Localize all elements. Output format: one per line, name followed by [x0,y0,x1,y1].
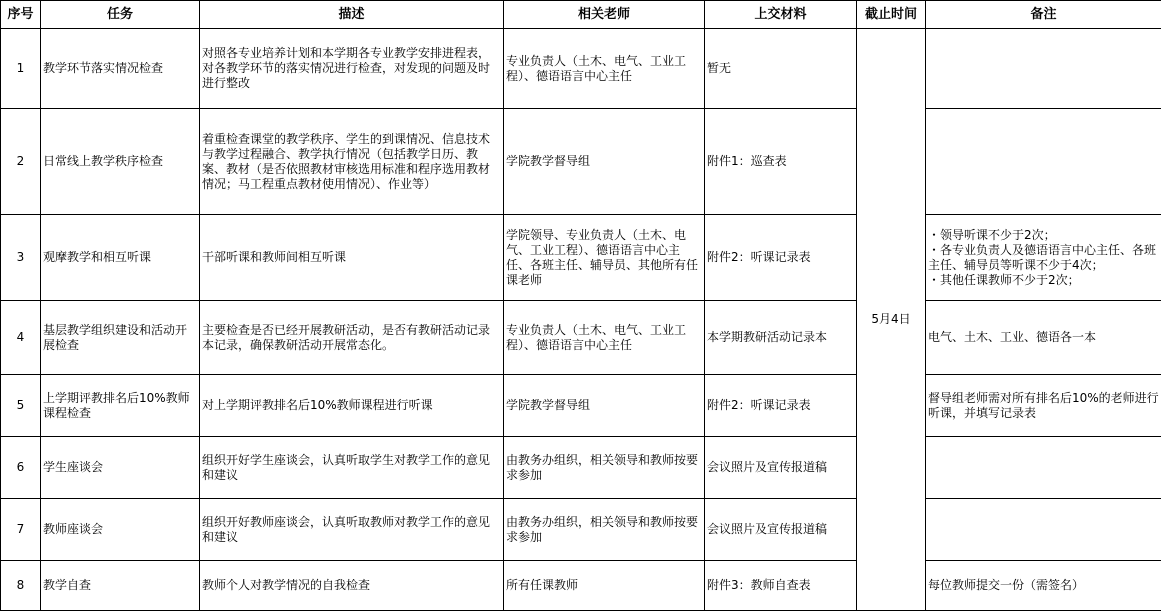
row-index: 1 [1,29,41,109]
row-notes [926,499,1161,561]
row-materials: 附件2：听课记录表 [705,375,857,437]
row-task: 学生座谈会 [41,437,200,499]
row-teachers: 所有任课教师 [504,561,705,611]
row-index: 8 [1,561,41,611]
row-materials: 附件1：巡查表 [705,109,857,215]
row-task: 教学环节落实情况检查 [41,29,200,109]
table-row [1,215,1161,301]
header-row [1,1,1161,29]
row-teachers: 专业负责人（土木、电气、工业工程）、德语语言中心主任 [504,301,705,375]
header-task: 任务 [41,1,200,29]
row-teachers: 学院教学督导组 [504,109,705,215]
table-row [1,375,1161,437]
row-task: 上学期评教排名后10%教师课程检查 [41,375,200,437]
row-notes [926,437,1161,499]
row-index: 2 [1,109,41,215]
row-description: 教师个人对教学情况的自我检查 [200,561,504,611]
row-notes: 每位教师提交一份（需签名） [926,561,1161,611]
row-notes: 电气、土木、工业、德语各一本 [926,301,1161,375]
row-materials: 附件2：听课记录表 [705,215,857,301]
row-index: 7 [1,499,41,561]
row-description: 主要检查是否已经开展教研活动，是否有教研活动记录本记录，确保教研活动开展常态化。 [200,301,504,375]
row-description: 对上学期评教排名后10%教师课程进行听课 [200,375,504,437]
row-materials: 会议照片及宣传报道稿 [705,437,857,499]
row-description: 组织开好学生座谈会，认真听取学生对教学工作的意见和建议 [200,437,504,499]
row-task: 教师座谈会 [41,499,200,561]
row-materials: 暂无 [705,29,857,109]
table-row [1,437,1161,499]
row-task: 观摩教学和相互听课 [41,215,200,301]
row-notes [926,215,1161,301]
row-teachers: 由教务办组织，相关领导和教师按要求参加 [504,437,705,499]
row-description: 干部听课和教师间相互听课 [200,215,504,301]
header-teachers: 相关老师 [504,1,705,29]
row-index: 4 [1,301,41,375]
header-index: 序号 [1,1,41,29]
row-task: 基层教学组织建设和活动开展检查 [41,301,200,375]
table-row [1,29,1161,109]
row-task: 教学自查 [41,561,200,611]
row-description: 组织开好教师座谈会，认真听取教师对教学工作的意见和建议 [200,499,504,561]
notes-line: ・领导听课不少于2次； [928,227,1056,242]
header-materials: 上交材料 [705,1,857,29]
table-row [1,561,1161,611]
header-deadline: 截止时间 [857,1,926,29]
notes-line: ・各专业负责人及德语语言中心主任、各班主任、辅导员等听课不少于4次； [928,242,1157,272]
row-notes [926,29,1161,109]
row-description: 对照各专业培养计划和本学期各专业教学安排进程表，对各教学环节的落实情况进行检查，对发现的问题及时进行整改 [200,29,504,109]
row-teachers: 专业负责人（土木、电气、工业工程）、德语语言中心主任 [504,29,705,109]
row-materials: 附件3：教师自查表 [705,561,857,611]
row-notes: 督导组老师需对所有排名后10%的老师进行听课，并填写记录表 [926,375,1161,437]
row-materials: 会议照片及宣传报道稿 [705,499,857,561]
row-task: 日常线上教学秩序检查 [41,109,200,215]
notes-line: ・其他任课教师不少于2次； [928,272,1080,287]
table-row [1,301,1161,375]
row-notes [926,109,1161,215]
row-teachers: 学院领导、专业负责人（土木、电气、工业工程）、德语语言中心主任、各班主任、辅导员、其他所有任课老师 [504,215,705,301]
row-teachers: 学院教学督导组 [504,375,705,437]
row-materials: 本学期教研活动记录本 [705,301,857,375]
header-notes: 备注 [926,1,1161,29]
header-description: 描述 [200,1,504,29]
deadline-cell: 5月4日 [857,29,926,611]
table-row [1,499,1161,561]
table-row [1,109,1161,215]
row-index: 5 [1,375,41,437]
row-index: 3 [1,215,41,301]
row-teachers: 由教务办组织，相关领导和教师按要求参加 [504,499,705,561]
row-description: 着重检查课堂的教学秩序、学生的到课情况、信息技术与教学过程融合、教学执行情况（包括教学日历、教案、教材（是否依照教材审核选用标准和程序选用教材情况；马工程重点教材使用情况）、作业等） [200,109,504,215]
row-index: 6 [1,437,41,499]
